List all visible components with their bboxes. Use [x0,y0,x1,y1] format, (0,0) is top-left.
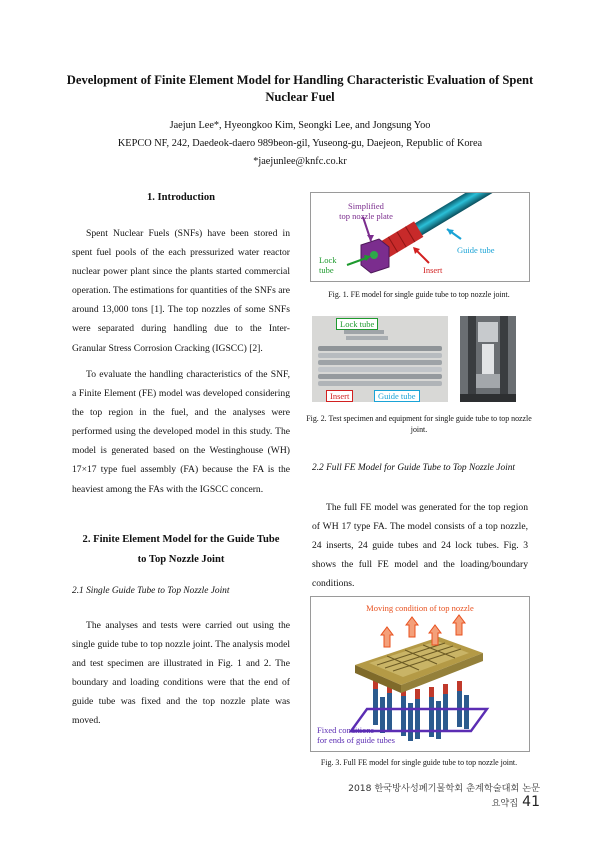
subsection-heading-single-joint: 2.1 Single Guide Tube to Top Nozzle Joint [72,586,230,596]
page-number: 41 [522,794,540,810]
subsection-heading-full-model: 2.2 Full FE Model for Guide Tube to Top Nozzle Joint [312,463,516,473]
section-heading-line-2: to Top Nozzle Joint [137,554,225,565]
conference-name: 2018 한국방사성폐기물학회 춘계학술대회 논문요약집 [348,783,540,809]
label-lock-tube-photo: Lock tube [336,318,378,330]
contact-email: *jaejunlee@knfc.co.kr [253,156,347,167]
label-insert-photo: Insert [326,390,353,402]
label-lock-tube: Lock tube [319,255,337,275]
label-simplified-plate: Simplified top nozzle plate [339,201,393,221]
intro-paragraph-2: To evaluate the handling characteristics of the SNF, a Finite Element (FE) model was developed considering the top region in the fuel, and the analyses were performed using the developed model in this study. The model is generated based on the Westinghouse (WH) 17×17 type fuel assembly (FA) because the FA is the heaviest among the FAs with the IGSCC concern. [72,369,290,495]
figure-2-specimen-photo [312,316,448,402]
affiliation: KEPCO NF, 242, Daedeok-daero 989beon-gil, Yuseong-gu, Daejeon, Republic of Korea [117,138,483,149]
figure-1-caption: Fig. 1. FE model for single guide tube to top nozzle joint. [328,290,510,299]
figure-3-caption: Fig. 3. Full FE model for single guide tube to top nozzle joint. [320,758,518,767]
test-equipment-illustration [460,316,516,402]
label-moving-condition: Moving condition of top nozzle [366,603,474,613]
paper-title: Development of Finite Element Model for Handling Characteristic Evaluation of Spent Nuclear Fuel [66,73,534,104]
section-heading-line-1: 2. Finite Element Model for the Guide Tube [82,534,280,545]
page-footer [340,780,540,810]
author-list: Jaejun Lee*, Hyeongkoo Kim, Seongki Lee, and Jongsung Yoo [169,120,431,131]
figure-2-test-equipment-photo [460,316,516,402]
label-guide-tube: Guide tube [457,245,495,255]
intro-paragraph-1: Spent Nuclear Fuels (SNFs) have been stored in spent fuel pools of the each pressurized water reactor nuclear power plant since the plants started commercial operation. The estimations for quantities of the SNFs are around 13,000 tons [1]. The top nozzles of some SNFs were separated during handling due to the Inter-Granular Stress Corrosion Cracking (IGSCC) [2]. [72,228,290,354]
label-guide-tube-photo: Guide tube [374,390,420,402]
full-model-paragraph: The full FE model was generated for the top region of WH 17 type FA. The model consists of a top nozzle, 24 inserts, 24 guide tubes and 24 lock tubes. Fig. 3 shows the full FE model and the loading/boundary conditions. [312,502,528,590]
section-heading-fe-model [72,530,290,570]
figure-2-caption: Fig. 2. Test specimen and equipment for single guide tube to top nozzle joint. [306,414,532,434]
section-heading-introduction: 1. Introduction [146,192,216,203]
label-insert: Insert [423,265,443,275]
figure-3-full-fe-model [310,596,530,752]
label-fixed-conditions: Fixed conditions for ends of guide tubes [317,725,395,745]
single-joint-paragraph: The analyses and tests were carried out using the single guide tube to top nozzle joint. The analysis model and test specimen are illustrated in Fig. 1 and 2. The boundary and loading conditions were that the end of guide tube was fixed and the top nozzle plate was moved. [72,620,290,727]
figure-1-fe-model [310,192,530,282]
